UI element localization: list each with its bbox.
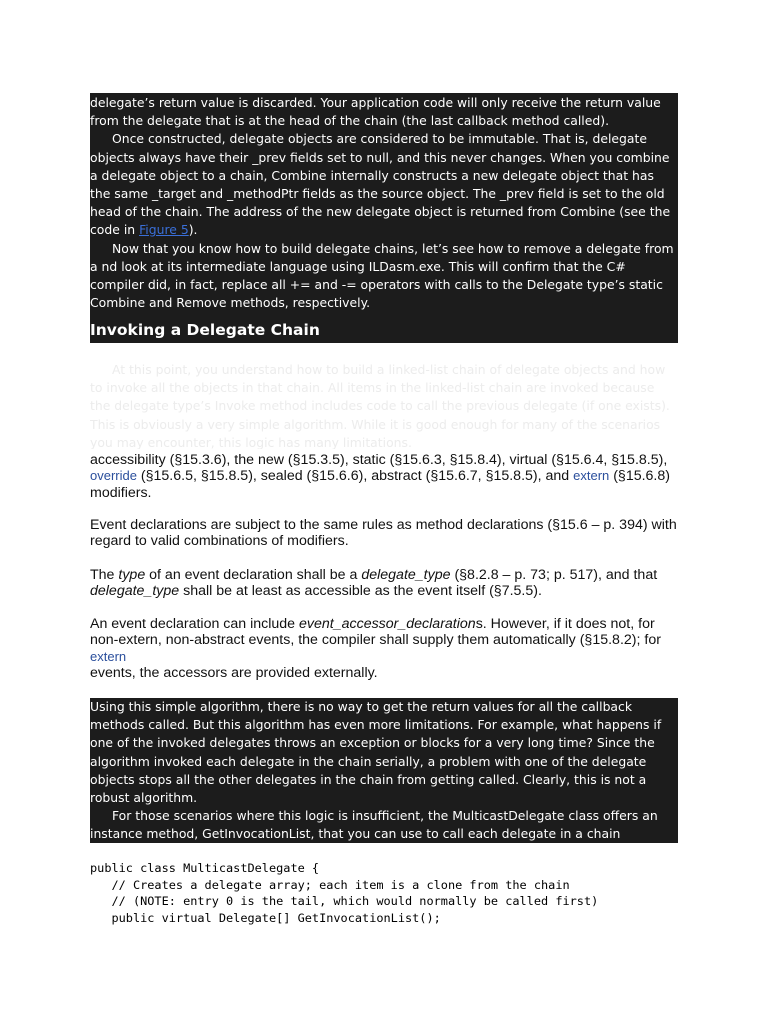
code-block <box>90 860 598 926</box>
section-heading: Invoking a Delegate Chain <box>90 321 320 339</box>
paragraph-invocation-list: For those scenarios where this logic is insufficient, the MulticastDelegate class offers an instance method, GetInvocationList, that you can use to call each delegate in a chain explicitly, using any algorithm that meets your needs: <box>90 808 658 860</box>
figure-5-link[interactable]: Figure 5 <box>139 222 189 238</box>
code-line: public class MulticastDelegate { <box>90 861 320 875</box>
spec-text: (§15.6.5, §15.8.5), sealed (§15.6.6), abstract (§15.6.7, §15.8.5), and <box>136 468 574 485</box>
spec-term-accessor-declarations: event_accessor_declaration <box>299 616 476 632</box>
faded-paragraph: At this point, you understand how to build a linked-list chain of delegate objects and how to invoke all the objects in that chain. All items in the linked-list chain are invoked because the delegate type’s Invoke method includes code to call the previous delegate (if one exists). This is obviously a very simple algorithm. While it is good enough for many of the scenarios you may encounter, this logic has many limitations. <box>90 362 670 449</box>
spec-text: of an event declaration shall be a <box>145 567 362 583</box>
paragraph-return-value: delegate’s return value is discarded. Your application code will only receive the return value from the delegate that is at the head of the chain (the last callback method called). <box>90 95 661 129</box>
spec-text: The <box>90 567 119 583</box>
keyword-override: override <box>90 468 137 484</box>
spec-text: accessibility (§15.3.6), the new (§15.3.5), static (§15.6.3, §15.8.4), virtual (§15.6.4, §15.8.5), <box>90 452 668 468</box>
spec-paragraph-accessors <box>90 616 680 682</box>
keyword-extern: extern <box>90 648 127 664</box>
spec-text: s. However, if it does not, for non-extern, non-abstract events, the compiler shall supply them automatically (§15.8.2); for <box>90 616 661 649</box>
code-line: // (NOTE: entry 0 is the tail, which would normally be called first) <box>90 894 599 909</box>
paragraph-remove-delegate: Now that you know how to build delegate chains, let’s see how to remove a delegate from a nd look at its intermediate language using ILDasm.exe. This will confirm that the C# compiler did, in fact, replace all += and -= operators with calls to the Delegate type’s static Combine and Remove methods, respectively. <box>90 240 674 311</box>
spec-term-delegate-type: delegate_type <box>90 583 180 600</box>
article-excerpt-bottom <box>90 698 678 860</box>
paragraph-immutable-end: ). <box>188 222 198 238</box>
spec-text: shall be at least as accessible as the event itself (§7.5.5). <box>179 583 542 600</box>
code-line: // Creates a delegate array; each item is a clone from the chain <box>90 877 570 892</box>
paragraph-immutable-text: Once constructed, delegate objects are considered to be immutable. That is, delegate objects always have their _prev fields set to null, and this never changes. When you combine a delegate object to a chain, Combine internally constructs a new delegate object that has the same _target and _methodPtr fields as the source object. The _prev field is set to the old head of the chain. The address of the new delegate object is returned from Combine (see the code in <box>90 131 671 238</box>
spec-term-type: type <box>118 567 146 583</box>
spec-term-delegate-type: delegate_type <box>361 567 451 583</box>
spec-text: An event declaration can include <box>90 616 300 632</box>
spec-text: (§15.6.8) modifiers. <box>90 468 670 501</box>
article-excerpt-top <box>90 93 678 343</box>
code-line: public virtual Delegate[] GetInvocationList(); <box>90 910 441 925</box>
paragraph-immutable <box>90 130 678 239</box>
spec-text: (§8.2.8 – p. 73; p. 517), and that <box>450 567 658 583</box>
spec-paragraph-rules: Event declarations are subject to the same rules as method declarations (§15.6 – p. 394) with regard to valid combinations of modifiers. <box>90 517 677 550</box>
spec-paragraph-type <box>90 567 680 600</box>
paragraph-limitations: Using this simple algorithm, there is no way to get the return values for all the callback methods called. But this algorithm has even more limitations. For example, what happens if one of the invoked delegates throws an exception or blocks for a very long time? Since the algorithm invoked each delegate in the chain serially, a problem with one of the delegate objects stops all the other delegates in the chain from getting called. Clearly, this is not a robust algorithm. <box>90 699 662 806</box>
spec-paragraph-modifiers <box>90 452 680 501</box>
spec-text: events, the accessors are provided externally. <box>90 665 378 682</box>
keyword-extern: extern <box>573 468 610 484</box>
